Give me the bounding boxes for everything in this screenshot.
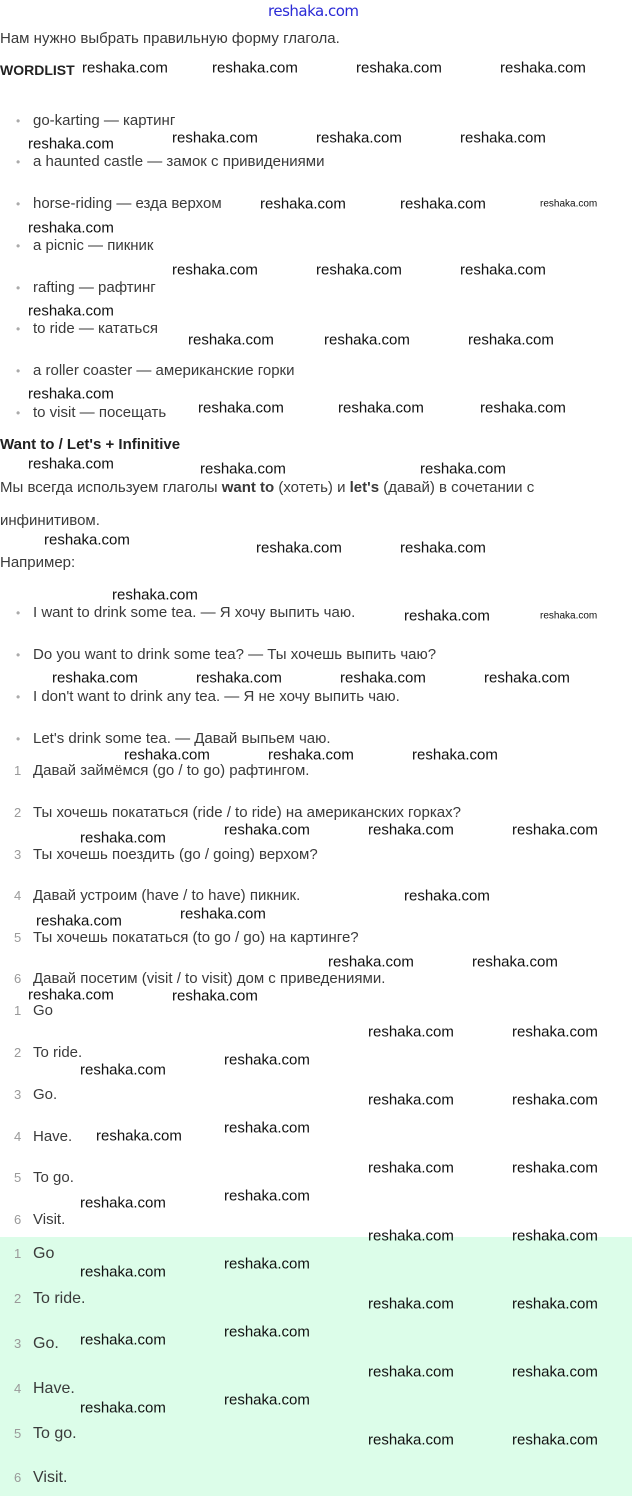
wordlist-item — [16, 280, 156, 296]
item-text: to visit — посещать — [33, 404, 167, 421]
item-text: Давай устроим (have / to have) пикник. — [33, 887, 301, 904]
item-text: To go. — [33, 1425, 77, 1442]
grammar-paragraph — [0, 480, 534, 496]
watermark: reshaka.com — [28, 455, 114, 473]
highlighted-answer-item — [14, 1426, 77, 1442]
watermark: reshaka.com — [316, 261, 402, 279]
item-text: Go. — [33, 1086, 58, 1103]
grammar-heading: Want to / Let's + Infinitive — [0, 436, 181, 453]
watermark: reshaka.com — [540, 198, 598, 210]
item-text: Go — [33, 1002, 54, 1019]
watermark: reshaka.com — [540, 610, 598, 622]
watermark: reshaka.com — [328, 953, 414, 971]
item-number: 5 — [14, 1170, 22, 1185]
watermark: reshaka.com — [28, 986, 114, 1004]
watermark: reshaka.com — [256, 539, 342, 557]
wordlist-heading: WORDLIST — [0, 62, 75, 78]
watermark: reshaka.com — [316, 129, 402, 147]
watermark: reshaka.com — [224, 1255, 310, 1273]
item-text: I don't want to drink any tea. — Я не хочу выпить чаю. — [33, 688, 400, 705]
item-text: horse-riding — езда верхом — [33, 195, 222, 212]
watermark: reshaka.com — [368, 1159, 454, 1177]
watermark: reshaka.com — [368, 1431, 454, 1449]
watermark: reshaka.com — [172, 987, 258, 1005]
example-item — [16, 689, 400, 705]
watermark: reshaka.com — [404, 607, 490, 625]
item-number: 3 — [14, 1087, 22, 1102]
watermark: reshaka.com — [460, 129, 546, 147]
item-text: Have. — [33, 1380, 75, 1397]
question-item — [14, 930, 359, 946]
wordlist-item — [16, 363, 295, 379]
watermark: reshaka.com — [338, 399, 424, 417]
item-text: Visit. — [33, 1469, 68, 1486]
watermark: reshaka.com — [28, 302, 114, 320]
term-want-to: want to — [221, 479, 275, 496]
watermark: reshaka.com — [340, 669, 426, 687]
item-text: To ride. — [33, 1044, 83, 1061]
watermark: reshaka.com — [512, 1159, 598, 1177]
example-label: Например: — [0, 554, 76, 571]
watermark: reshaka.com — [52, 669, 138, 687]
item-number: 3 — [14, 847, 22, 862]
item-text: Let's drink some tea. — Давай выпьем чаю. — [33, 730, 331, 747]
question-item — [14, 847, 318, 863]
watermark: reshaka.com — [112, 586, 198, 604]
highlighted-answer-item — [14, 1381, 75, 1397]
grammar-paragraph-cont: инфинитивом. — [0, 512, 100, 529]
answer-item — [14, 1087, 57, 1103]
watermark: reshaka.com — [368, 1023, 454, 1041]
wordlist-item — [16, 405, 166, 421]
item-text: Go. — [33, 1335, 59, 1352]
watermark: reshaka.com — [124, 746, 210, 764]
answer-item — [14, 1170, 74, 1186]
watermark: reshaka.com — [28, 135, 114, 153]
item-text: a haunted castle — замок с привидениями — [33, 153, 325, 170]
watermark: reshaka.com — [224, 821, 310, 839]
watermark: reshaka.com — [224, 1323, 310, 1341]
watermark: reshaka.com — [480, 399, 566, 417]
item-number: 4 — [14, 888, 22, 903]
wordlist-item — [16, 113, 175, 129]
watermark: reshaka.com — [36, 912, 122, 930]
watermark: reshaka.com — [224, 1051, 310, 1069]
highlighted-answer-item — [14, 1246, 54, 1262]
watermark: reshaka.com — [172, 129, 258, 147]
watermark: reshaka.com — [188, 331, 274, 349]
answer-item — [14, 1212, 65, 1228]
question-item — [14, 805, 461, 821]
intro-text: Нам нужно выбрать правильную форму глагола. — [0, 30, 340, 47]
watermark: reshaka.com — [200, 460, 286, 478]
item-text: a picnic — пикник — [33, 237, 154, 254]
watermark: reshaka.com — [82, 59, 168, 77]
item-text: Have. — [33, 1128, 73, 1145]
item-number: 5 — [14, 1426, 22, 1441]
item-text: Do you want to drink some tea? — Ты хочешь выпить чаю? — [33, 646, 437, 663]
item-number: 4 — [14, 1129, 22, 1144]
question-item — [14, 971, 385, 987]
watermark: reshaka.com — [368, 1227, 454, 1245]
watermark: reshaka.com — [80, 1194, 166, 1212]
highlighted-answer-item — [14, 1470, 67, 1486]
item-number: 1 — [14, 763, 22, 778]
watermark: reshaka.com — [512, 1363, 598, 1381]
watermark: reshaka.com — [224, 1187, 310, 1205]
watermark: reshaka.com — [368, 1295, 454, 1313]
watermark: reshaka.com — [512, 1295, 598, 1313]
watermark: reshaka.com — [512, 1023, 598, 1041]
wordlist-item — [16, 321, 158, 337]
watermark: reshaka.com — [400, 539, 486, 557]
watermark: reshaka.com — [512, 1091, 598, 1109]
wordlist-item — [16, 196, 222, 212]
watermark: reshaka.com — [212, 59, 298, 77]
text: (хотеть) и — [274, 479, 350, 496]
answer-item — [14, 1045, 82, 1061]
watermark: reshaka.com — [198, 399, 284, 417]
watermark: reshaka.com — [484, 669, 570, 687]
item-text: To go. — [33, 1169, 74, 1186]
item-text: Ты хочешь покататься (to go / go) на картинге? — [33, 929, 359, 946]
watermark: reshaka.com — [400, 195, 486, 213]
highlighted-answer-item — [14, 1336, 59, 1352]
watermark: reshaka.com — [368, 821, 454, 839]
text: Мы всегда используем глаголы — [0, 479, 222, 496]
watermark: reshaka.com — [28, 385, 114, 403]
watermark: reshaka.com — [80, 1399, 166, 1417]
term-lets: let's — [349, 479, 380, 496]
question-item — [14, 888, 300, 904]
item-number: 4 — [14, 1381, 22, 1396]
item-text: go-karting — картинг — [33, 112, 176, 129]
example-item — [16, 605, 355, 621]
watermark: reshaka.com — [180, 905, 266, 923]
watermark: reshaka.com — [472, 953, 558, 971]
item-text: Давай займёмся (go / to go) рафтингом. — [33, 762, 310, 779]
answer-item — [14, 1003, 53, 1019]
watermark: reshaka.com — [356, 59, 442, 77]
text: (давай) в сочетании с — [379, 479, 535, 496]
item-text: a roller coaster — американские горки — [33, 362, 295, 379]
highlighted-answer-item — [14, 1291, 85, 1307]
item-text: Ты хочешь покататься (ride / to ride) на американских горках? — [33, 804, 461, 821]
watermark: reshaka.com — [260, 195, 346, 213]
watermark: reshaka.com — [412, 746, 498, 764]
watermark: reshaka.com — [512, 1431, 598, 1449]
item-number: 5 — [14, 930, 22, 945]
watermark: reshaka.com — [80, 1061, 166, 1079]
watermark: reshaka.com — [196, 669, 282, 687]
watermark: reshaka.com — [80, 1263, 166, 1281]
wordlist-item — [16, 154, 324, 170]
watermark: reshaka.com — [268, 746, 354, 764]
item-number: 3 — [14, 1336, 22, 1351]
question-item — [14, 763, 309, 779]
watermark: reshaka.com — [96, 1127, 182, 1145]
watermark: reshaka.com — [324, 331, 410, 349]
watermark: reshaka.com — [404, 887, 490, 905]
watermark: reshaka.com — [512, 821, 598, 839]
item-number: 2 — [14, 805, 22, 820]
watermark: reshaka.com — [512, 1227, 598, 1245]
item-number: 1 — [14, 1003, 22, 1018]
watermark: reshaka.com — [368, 1091, 454, 1109]
item-number: 2 — [14, 1045, 22, 1060]
watermark: reshaka.com — [500, 59, 586, 77]
item-text: to ride — кататься — [33, 320, 158, 337]
watermark: reshaka.com — [44, 531, 130, 549]
example-item — [16, 731, 331, 747]
watermark: reshaka.com — [80, 829, 166, 847]
site-logo[interactable]: reshaka.com — [268, 2, 359, 20]
wordlist-item — [16, 238, 153, 254]
item-text: I want to drink some tea. — Я хочу выпить чаю. — [33, 604, 356, 621]
item-number: 6 — [14, 1212, 22, 1227]
watermark: reshaka.com — [224, 1391, 310, 1409]
item-text: Visit. — [33, 1211, 66, 1228]
example-item — [16, 647, 436, 663]
watermark: reshaka.com — [172, 261, 258, 279]
watermark: reshaka.com — [460, 261, 546, 279]
item-text: To ride. — [33, 1290, 86, 1307]
item-number: 1 — [14, 1246, 22, 1261]
item-text: Ты хочешь поездить (go / going) верхом? — [33, 846, 318, 863]
item-number: 6 — [14, 1470, 22, 1485]
answer-item — [14, 1129, 72, 1145]
item-text: Go — [33, 1245, 55, 1262]
item-number: 6 — [14, 971, 22, 986]
watermark: reshaka.com — [468, 331, 554, 349]
watermark: reshaka.com — [224, 1119, 310, 1137]
item-text: rafting — рафтинг — [33, 279, 156, 296]
watermark: reshaka.com — [420, 460, 506, 478]
item-text: Давай посетим (visit / to visit) дом с приведениями. — [33, 970, 386, 987]
watermark: reshaka.com — [80, 1331, 166, 1349]
watermark: reshaka.com — [28, 219, 114, 237]
watermark: reshaka.com — [368, 1363, 454, 1381]
item-number: 2 — [14, 1291, 22, 1306]
